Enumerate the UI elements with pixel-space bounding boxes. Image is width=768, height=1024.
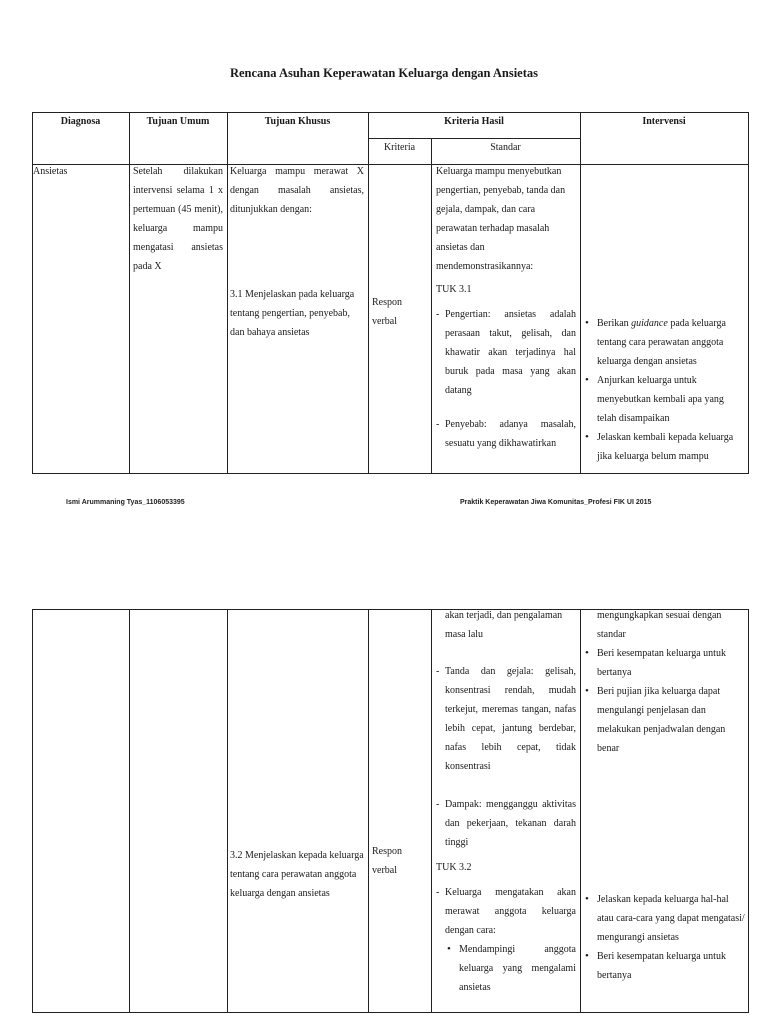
list-item: • Jelaskan kembali kepada keluarga jika keluarga belum mampu <box>583 428 745 466</box>
intervensi-cell-page-1 <box>583 314 745 466</box>
list-item <box>436 305 576 400</box>
list-item <box>436 415 576 453</box>
diagnosa-cell: Ansietas <box>33 166 68 177</box>
page-title: Rencana Asuhan Keperawatan Keluarga dengan Ansietas <box>229 66 539 80</box>
header-tujuan-umum: Tujuan Umum <box>146 116 210 127</box>
list-item <box>436 883 576 940</box>
kriteria-respon-verbal-2: Respon verbal <box>372 846 402 876</box>
standar-intro: Keluarga mampu menyebutkan pengertian, penyebab, tanda dan gejala, dampak, dan cara perawatan terhadap masalah ansietas dan mendemonstrasikannya: <box>436 166 566 272</box>
standar-keluarga-merawat: Keluarga mengatakan akan merawat anggota keluarga dengan cara: <box>445 887 576 936</box>
list-item <box>436 795 576 852</box>
list-item: • Mendampingi anggota keluarga yang mengalami ansietas <box>445 940 576 997</box>
dash-marker: - <box>436 666 440 677</box>
list-item: • Anjurkan keluarga untuk menyebutkan kembali apa yang telah disampaikan <box>583 371 745 428</box>
intervensi-continuation: mengungkapkan sesuai dengan standar <box>597 610 722 640</box>
header-kriteria-hasil: Kriteria Hasil <box>444 116 504 127</box>
standar-dampak: Dampak: mengganggu aktivitas dan pekerjaan, tekanan darah tinggi <box>445 799 576 848</box>
standar-list-page-2 <box>436 662 576 997</box>
dash-marker: - <box>436 419 440 430</box>
intervensi-berikan: Berikan <box>597 318 629 329</box>
header-tujuan-khusus: Tujuan Khusus <box>264 116 331 127</box>
list-item: • Beri kesempatan keluarga untuk bertanya <box>583 947 745 985</box>
tuk-3-1-label: TUK 3.1 <box>436 284 472 295</box>
footer-author: Ismi Arummaning Tyas_1106053395 <box>66 499 185 506</box>
header-kriteria: Kriteria <box>383 142 416 153</box>
list-item: • Beri kesempatan keluarga untuk bertanya <box>583 644 745 682</box>
intervensi-guidance: guidance <box>631 318 668 329</box>
standar-pengertian: Pengertian: ansietas adalah perasaan takut, gelisah, dan khawatir akan terjadinya hal buruk pada masa yang akan datang <box>445 309 576 396</box>
standar-penyebab: Penyebab: adanya masalah, sesuatu yang dikhawatirkan <box>445 419 576 449</box>
tuk-3-2-label: TUK 3.2 <box>436 862 472 873</box>
dash-marker: - <box>436 309 440 320</box>
header-standar: Standar <box>490 142 521 153</box>
list-item: • Beri pujian jika keluarga dapat mengulangi penjelasan dan melakukan penjadwalan dengan benar <box>583 682 745 758</box>
standar-tanda-gejala: Tanda dan gejala: gelisah, konsentrasi rendah, mudah terkejut, meremas tangan, nafas lebih cepat, jantung berdebar, nafas lebih cepat, tidak konsentrasi <box>445 666 576 772</box>
intervensi-guidance-rest: pada keluarga tentang cara perawatan anggota keluarga dengan ansietas <box>597 318 726 367</box>
standar-cell-page-1 <box>436 162 576 453</box>
standar-cell-page-2 <box>445 606 576 644</box>
list-item: • Jelaskan kepada keluarga hal-hal atau cara-cara yang dapat mengatasi/ mengurangi ansietas <box>583 890 745 947</box>
intervensi-cell-page-2 <box>583 606 745 758</box>
tuk-3-2: 3.2 Menjelaskan kepada keluarga tentang cara perawatan anggota keluarga dengan ansietas <box>230 850 364 899</box>
tujuan-khusus-intro: Keluarga mampu merawat X dengan masalah ansietas, ditunjukkan dengan: <box>230 166 364 215</box>
header-intervensi: Intervensi <box>642 116 686 127</box>
footer-course: Praktik Keperawatan Jiwa Komunitas_Profesi FIK UI 2015 <box>460 499 652 506</box>
list-item <box>583 314 745 371</box>
tuk-3-1: 3.1 Menjelaskan pada keluarga tentang pengertian, penyebab, dan bahaya ansietas <box>230 289 355 338</box>
kriteria-respon-verbal: Respon verbal <box>372 297 402 327</box>
intervensi-cell-page-2-lower <box>583 890 745 985</box>
header-diagnosa: Diagnosa <box>60 116 101 127</box>
tujuan-umum-cell: Setelah dilakukan intervensi selama 1 x pertemuan (45 menit), keluarga mampu mengatasi ansietas pada X <box>133 166 223 272</box>
standar-continuation: akan terjadi, dan pengalaman masa lalu <box>445 610 563 640</box>
list-item <box>436 662 576 776</box>
dash-marker: - <box>436 799 440 810</box>
dash-marker: - <box>436 887 440 898</box>
